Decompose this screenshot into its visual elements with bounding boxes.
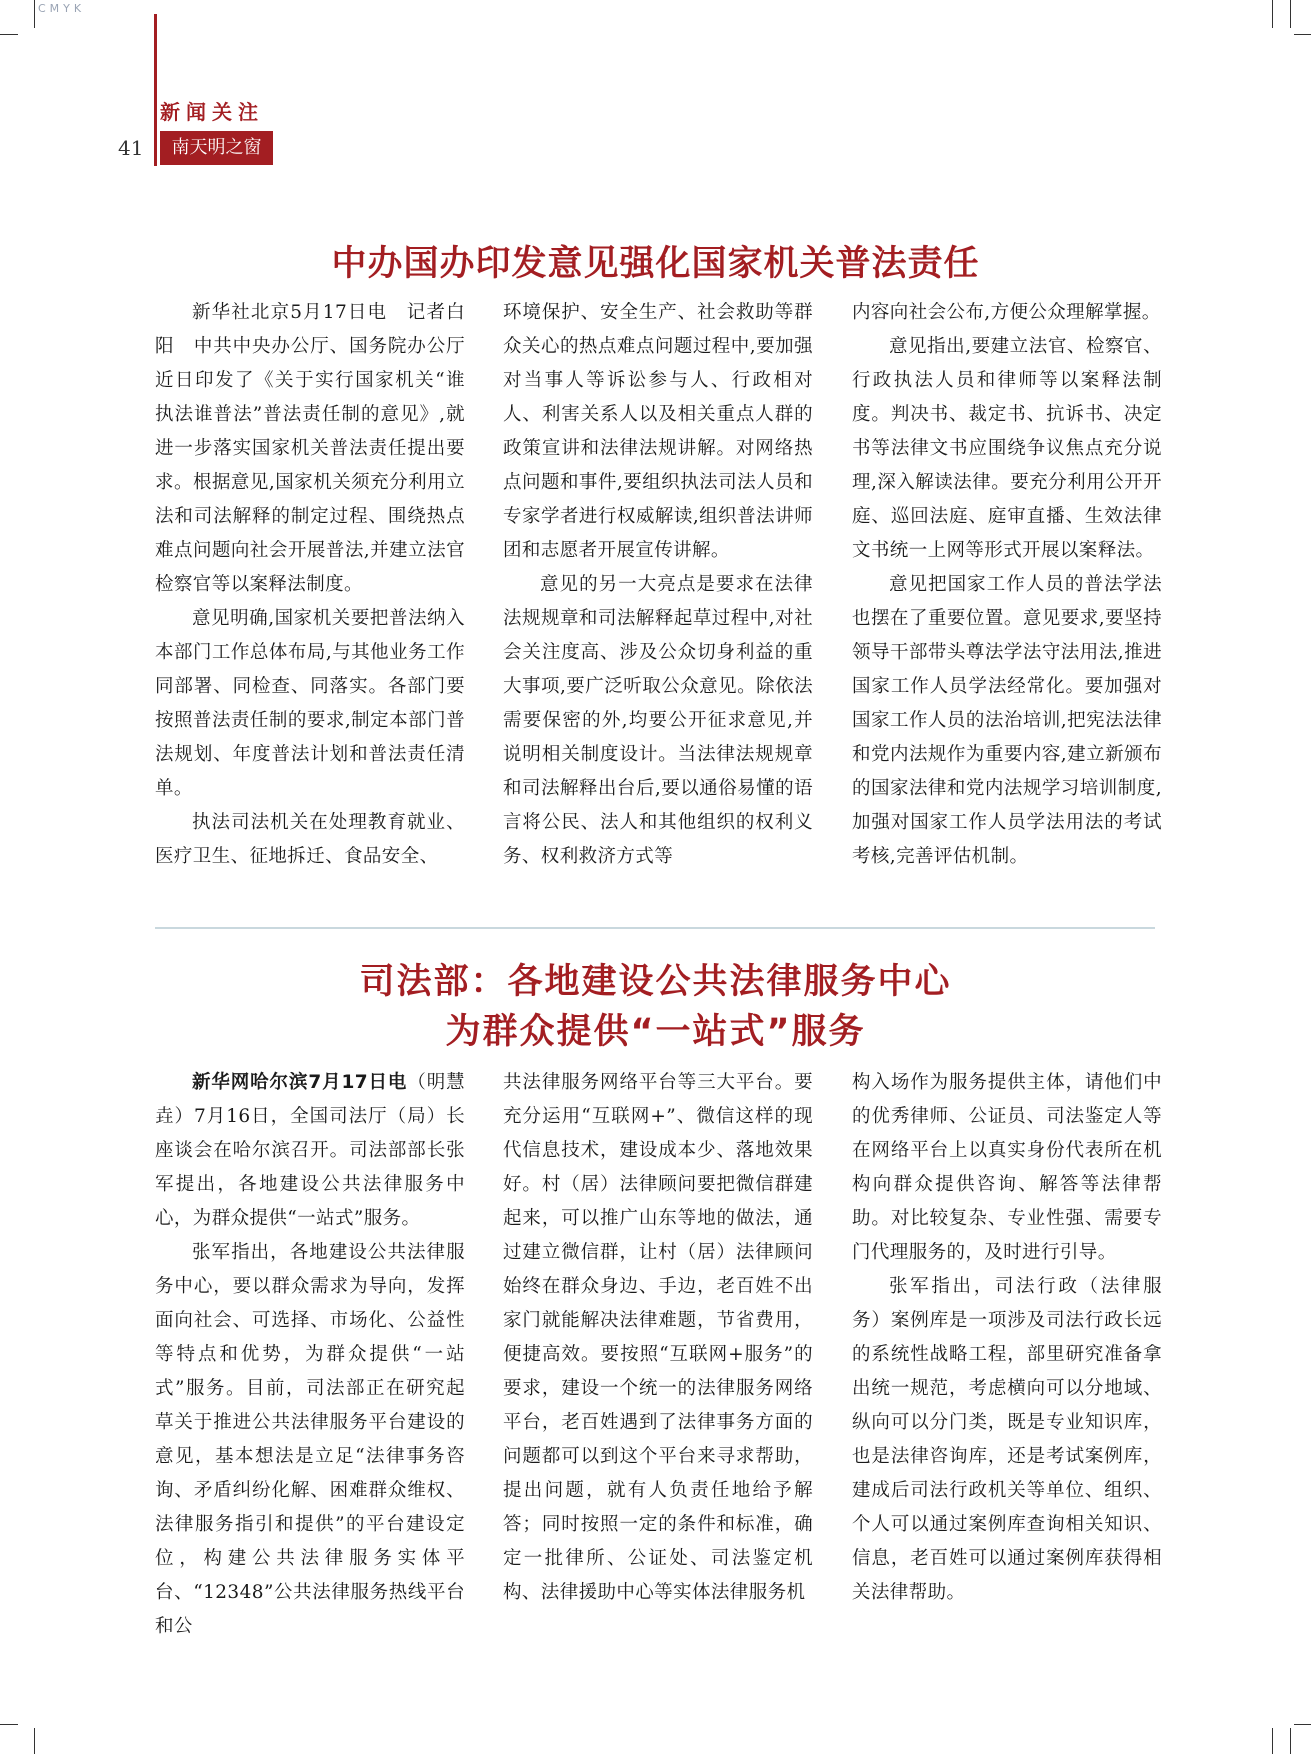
crop-mark-top-left-h	[0, 34, 18, 35]
paragraph: 新华社北京5月17日电 记者白阳 中共中央办公厅、国务院办公厅近日印发了《关于实行国家机关“谁执法谁普法”普法责任制的意见》,就进一步落实国家机关普法责任提出要求。根据意见,国家机关须充分利用立法和司法解释的制定过程、围绕热点难点问题向社会开展普法,并建立法官检察官等以案释法制度。	[155, 302, 465, 595]
paragraph: 环境保护、安全生产、社会救助等群众关心的热点难点问题过程中,要加强对当事人等诉讼参与人、行政相对人、利害关系人以及相关重点人群的政策宣讲和法律法规讲解。对网络热点问题和事件,要组织执法司法人员和专家学者进行权威解读,组织普法讲师团和志愿者开展宣传讲解。	[503, 302, 813, 561]
paragraph: 意见的另一大亮点是要求在法律法规规章和司法解释起草过程中,对社会关注度高、涉及公众切身利益的重大事项,要广泛听取公众意见。除依法需要保密的外,均要公开征求意见,并说明相关制度设计。当法律法规规章和司法解释出台后,要以通俗易懂的语言将公民、法人和其他组织的权利义务、权利救济方式等	[503, 574, 813, 867]
cmyk-marker: CMYK	[38, 2, 86, 15]
crop-mark-bottom-left-h	[0, 1724, 18, 1725]
crop-mark-bottom-right-h	[1294, 1724, 1311, 1725]
paragraph: 意见把国家工作人员的普法学法也摆在了重要位置。意见要求,要坚持领导干部带头尊法学法守法用法,推进国家工作人员学法经常化。要加强对国家工作人员的法治培训,把宪法法律和党内法规作为重要内容,建立新颁布的国家法律和党内法规学习培训制度,加强对国家工作人员学法用法的考试考核,完善评估机制。	[852, 574, 1162, 867]
paragraph: 构入场作为服务提供主体，请他们中的优秀律师、公证员、司法鉴定人等在网络平台上以真实身份代表所在机构向群众提供咨询、解答等法律帮助。对比较复杂、专业性强、需要专门代理服务的，及时进行引导。	[852, 1072, 1162, 1263]
header-vertical-rule	[154, 14, 157, 166]
paragraph: 意见指出,要建立法官、检察官、行政执法人员和律师等以案释法制度。判决书、裁定书、抗诉书、决定书等法律文书应围绕争议焦点充分说理,深入解读法律。要充分利用公开开庭、巡回法庭、庭审直播、生效法律文书统一上网等形式开展以案释法。	[852, 336, 1162, 561]
article2-title-line1: 司法部：各地建设公共法律服务中心	[359, 962, 952, 1002]
crop-mark-top-right-h	[1294, 34, 1311, 35]
paragraph: 张军指出，各地建设公共法律服务中心，要以群众需求为导向，发挥面向社会、可选择、市场化、公益性等特点和优势，为群众提供“一站式”服务。目前，司法部正在研究起草关于推进公共法律服务平台建设的意见，基本想法是立足“法律事务咨询、矛盾纠纷化解、困难群众维权、法律服务指引和提供”的平台建设定位，构建公共法律服务实体平台、“12348”公共法律服务热线平台和公	[155, 1242, 465, 1637]
crop-mark-top-right-v1	[1272, 0, 1273, 28]
crop-mark-top-right-v2	[1290, 0, 1291, 28]
article1-column-2	[503, 296, 813, 874]
paragraph: 意见明确,国家机关要把普法纳入本部门工作总体布局,与其他业务工作同部署、同检查、同落实。各部门要按照普法责任制的要求,制定本部门普法规划、年度普法计划和普法责任清单。	[155, 608, 465, 799]
article1-column-1	[155, 296, 465, 874]
article2-title-line2: 为群众提供“一站式”服务	[445, 1012, 866, 1052]
paragraph: 内容向社会公布,方便公众理解掌握。	[852, 302, 1161, 323]
paragraph: 共法律服务网络平台等三大平台。要充分运用“互联网+”、微信这样的现代信息技术，建设成本少、落地效果好。村（居）法律顾问要把微信群建起来，可以推广山东等地的做法，通过建立微信群，让村（居）法律顾问始终在群众身边、手边，老百姓不出家门就能解决法律难题，节省费用，便捷高效。要按照“互联网+服务”的要求，建设一个统一的法律服务网络平台，老百姓遇到了法律事务方面的问题都可以到这个平台来寻求帮助，提出问题，就有人负责任地给予解答；同时按照一定的条件和标准，确定一批律所、公证处、司法鉴定机构、法律援助中心等实体法律服务机	[503, 1072, 813, 1603]
article2-column-2	[503, 1066, 813, 1610]
paragraph: 张军指出，司法行政（法律服务）案例库是一项涉及司法行政长远的系统性战略工程，部里研究准备拿出统一规范，考虑横向可以分地域、纵向可以分门类，既是专业知识库，也是法律咨询库，还是考试案例库，建成后司法行政机关等单位、组织、个人可以通过案例库查询相关知识、信息，老百姓可以通过案例库获得相关法律帮助。	[852, 1276, 1162, 1603]
page-number: 41	[118, 136, 144, 160]
crop-mark-bottom-left-v	[34, 1728, 35, 1754]
crop-mark-top-left-v	[34, 0, 35, 28]
article-divider	[155, 927, 1155, 929]
dateline: 新华网哈尔滨7月17日电	[192, 1072, 408, 1093]
article1-title: 中办国办印发意见强化国家机关普法责任	[331, 244, 980, 284]
crop-mark-bottom-right-v1	[1272, 1728, 1273, 1754]
paragraph: 执法司法机关在处理教育就业、医疗卫生、征地拆迁、食品安全、	[155, 812, 465, 867]
paragraph	[155, 1066, 465, 1236]
paragraph-text: （明慧垚）7月16日，全国司法厅（局）长座谈会在哈尔滨召开。司法部部长张军提出，各地建设公共法律服务中心，为群众提供“一站式”服务。	[155, 1072, 465, 1229]
article2-column-1	[155, 1066, 465, 1644]
section-label: 新闻关注	[160, 100, 264, 124]
article1-column-3	[852, 296, 1162, 874]
column-badge: 南天明之窗	[160, 131, 273, 165]
crop-mark-bottom-right-v2	[1290, 1728, 1291, 1754]
article2-column-3	[852, 1066, 1162, 1610]
